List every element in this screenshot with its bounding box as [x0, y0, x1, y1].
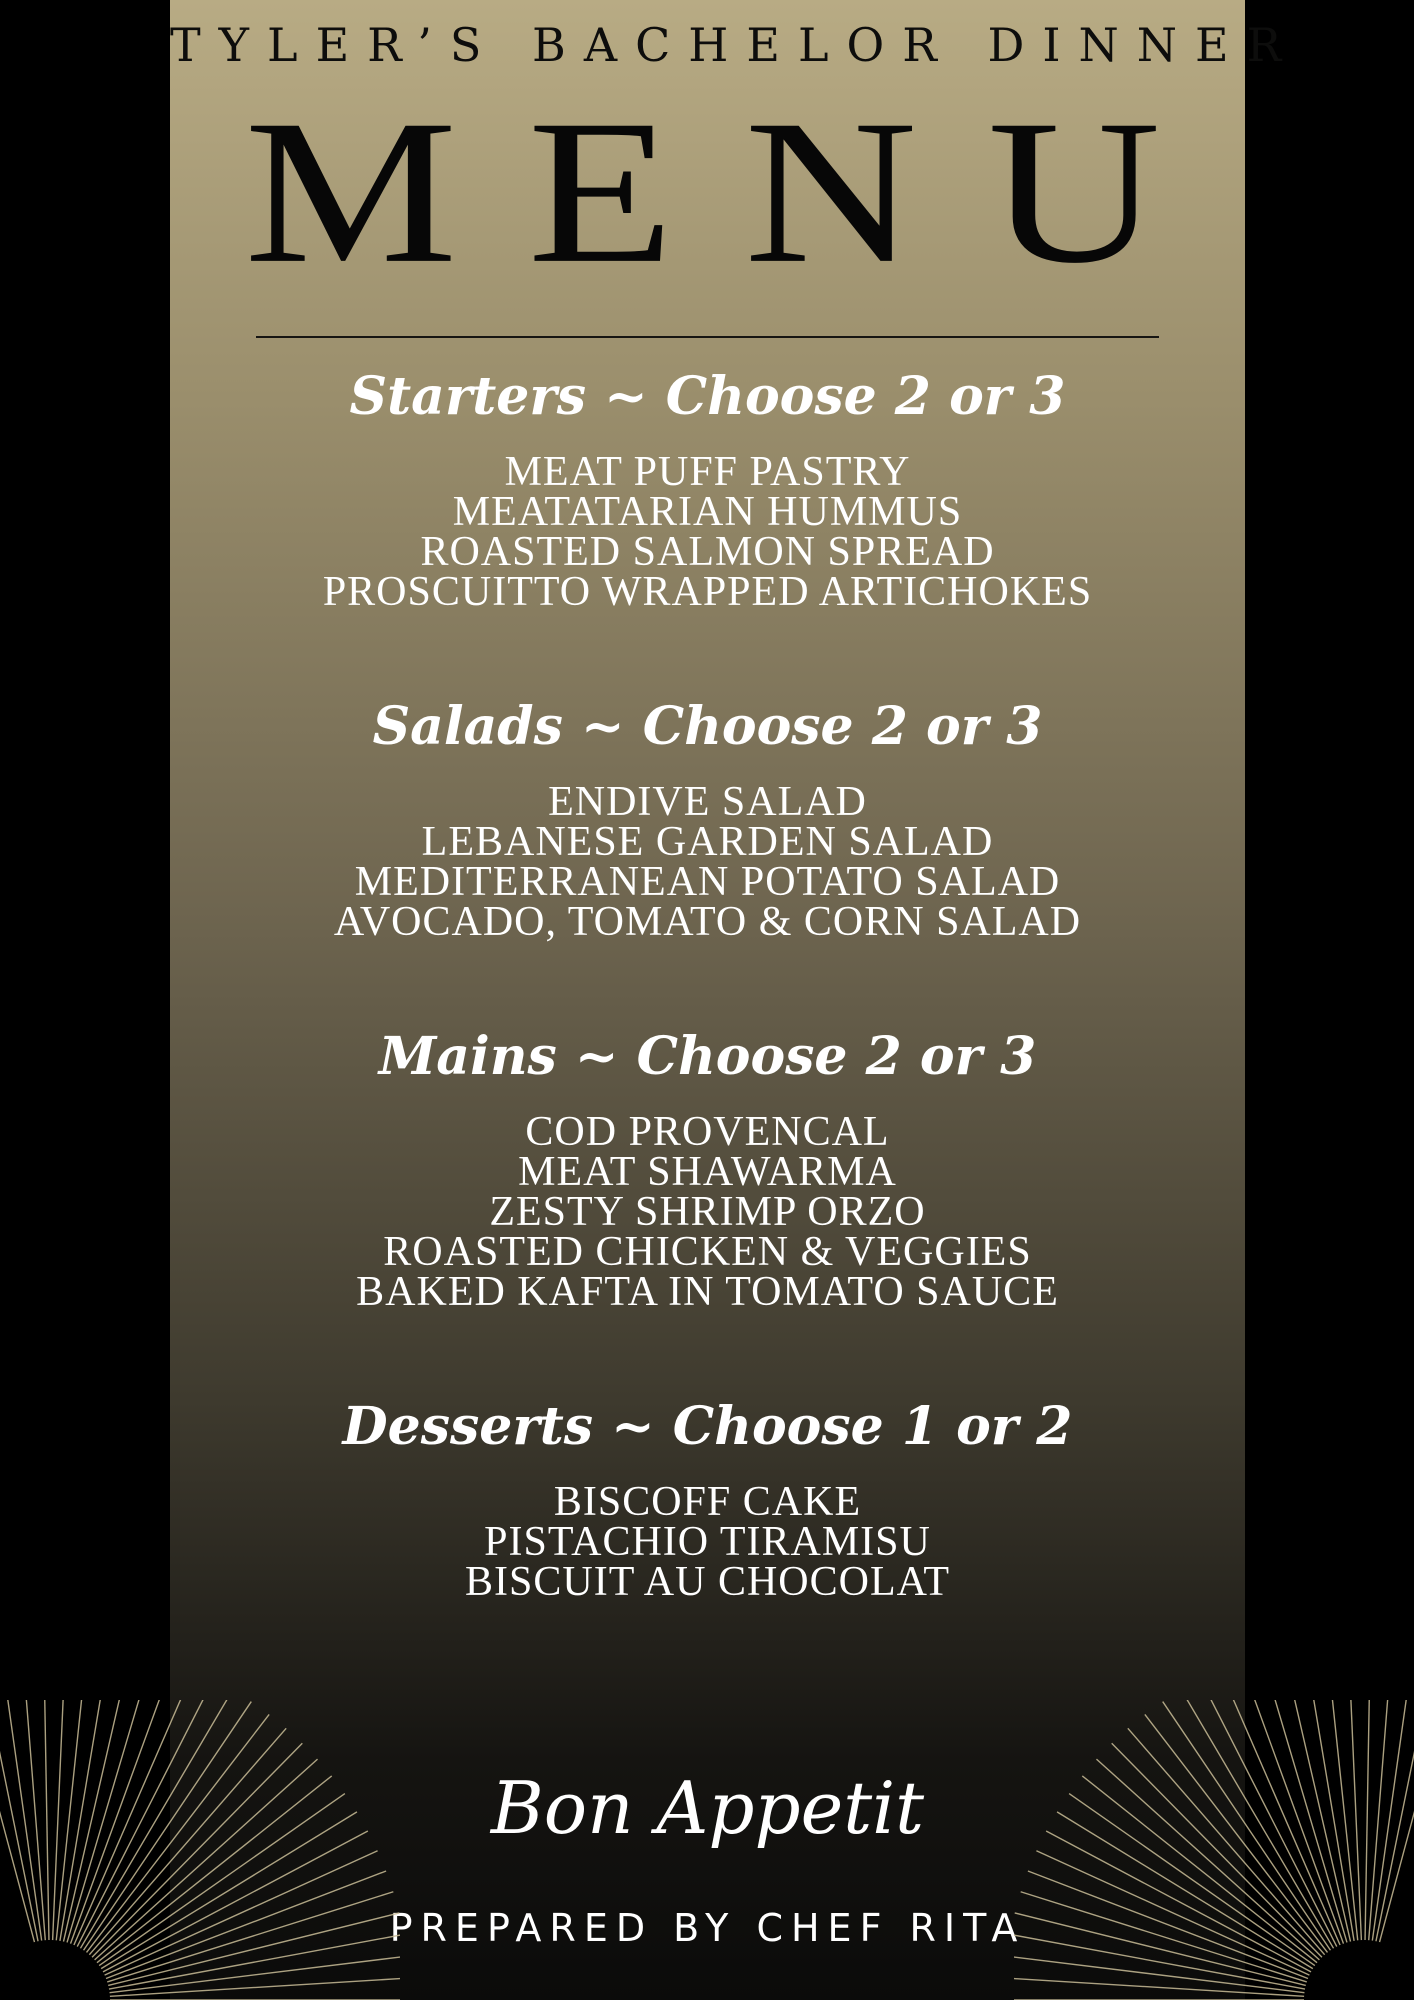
menu-item: AVOCADO, TOMATO & CORN SALAD	[333, 899, 1082, 945]
burst-ray	[1348, 1700, 1361, 1940]
item-list	[170, 779, 1245, 945]
section-starters	[170, 364, 1245, 615]
title-divider	[256, 336, 1159, 338]
section-title: Salads ~ Choose 2 or 3	[372, 696, 1043, 757]
menu-item: BISCOFF CAKE	[553, 1479, 862, 1525]
item-list	[170, 449, 1245, 615]
burst-ray	[1057, 1812, 1313, 1969]
burst-ray	[1069, 1794, 1315, 1966]
burst-ray	[63, 1700, 130, 1942]
burst-ray	[105, 1851, 378, 1975]
menu-item: MEATATARIAN HUMMUS	[452, 489, 963, 535]
burst-ray	[107, 1892, 393, 1982]
section-title: Mains ~ Choose 2 or 3	[378, 1026, 1037, 1087]
burst-ray	[101, 1812, 357, 1969]
burst-ray	[74, 1700, 194, 1945]
item-list	[170, 1109, 1245, 1315]
burst-ray	[1376, 1700, 1414, 1941]
menu-item: BISCUIT AU CHOCOLAT	[465, 1559, 950, 1605]
burst-ray	[1096, 1759, 1319, 1960]
menu-item: PROSCUITTO WRAPPED ARTICHOKES	[322, 569, 1093, 615]
burst-ray	[84, 1702, 252, 1951]
burst-ray	[1365, 1700, 1370, 1940]
burst-ray	[80, 1700, 232, 1948]
menu-item: COD PROVENCAL	[525, 1109, 890, 1155]
section-mains	[170, 1024, 1245, 1315]
closing-text: Bon Appetit	[490, 1766, 925, 1850]
menu-title: MENU	[244, 76, 1231, 306]
item-list	[170, 1479, 1245, 1605]
burst-ray	[1283, 1700, 1350, 1942]
burst-ray	[99, 1794, 345, 1966]
section-title: Desserts ~ Choose 1 or 2	[342, 1396, 1073, 1457]
burst-ray	[1112, 1743, 1322, 1957]
burst-ray	[95, 1759, 318, 1960]
menu-item: ZESTY SHRIMP ORZO	[489, 1189, 926, 1235]
menu-item: MEDITERRANEAN POTATO SALAD	[354, 859, 1061, 905]
menu-item: ROASTED SALMON SPREAD	[420, 529, 995, 575]
burst-ray	[1220, 1700, 1340, 1945]
chef-credit: PREPARED BY CHEF RITA	[389, 1906, 1026, 1950]
burst-ray	[53, 1700, 66, 1940]
menu-item: BAKED KAFTA IN TOMATO SAUCE	[356, 1269, 1059, 1315]
burst-ray	[44, 1700, 49, 1940]
menu-item: MEAT PUFF PASTRY	[504, 449, 911, 495]
menu-item: LEBANESE GARDEN SALAD	[421, 819, 994, 865]
burst-ray	[1021, 1892, 1307, 1982]
burst-ray	[0, 1700, 38, 1941]
menu-item: PISTACHIO TIRAMISU	[484, 1519, 931, 1565]
section-desserts	[170, 1394, 1245, 1605]
section-title: Starters ~ Choose 2 or 3	[349, 366, 1066, 427]
burst-ray	[92, 1743, 302, 1957]
event-title: TYLER’S BACHELOR DINNER	[170, 18, 1300, 72]
menu-item: ROASTED CHICKEN & VEGGIES	[383, 1229, 1032, 1275]
burst-ray	[1181, 1700, 1333, 1948]
menu-item: MEAT SHAWARMA	[518, 1149, 897, 1195]
section-salads	[170, 694, 1245, 945]
burst-ray	[1163, 1702, 1331, 1951]
burst-ray	[1036, 1851, 1309, 1975]
menu-item: ENDIVE SALAD	[548, 779, 867, 825]
starburst-left-icon	[0, 1700, 400, 2000]
starburst-right-icon	[1014, 1700, 1414, 2000]
